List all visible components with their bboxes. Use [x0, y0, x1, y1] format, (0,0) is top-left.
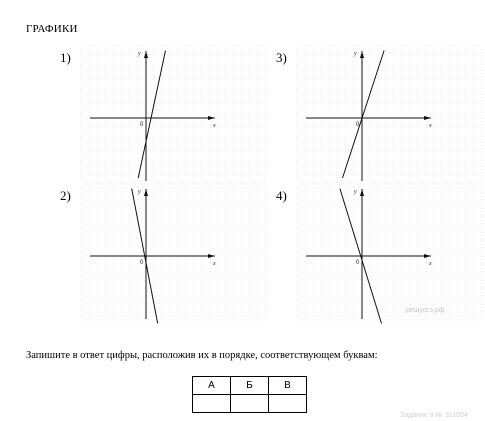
graph-panel-2: [80, 183, 270, 323]
graph-1-svg: [80, 45, 270, 185]
graph-4-svg: [296, 183, 485, 323]
x-axis-label: x: [429, 123, 432, 129]
graph-number-4: 4): [276, 188, 287, 203]
instruction-text: Запишите в ответ цифры, расположив их в порядке, соответствующем буквам:: [26, 350, 378, 361]
answer-table-header-row: [193, 377, 307, 395]
y-axis-arrow: [360, 51, 364, 58]
graph-panel-1: [80, 45, 270, 185]
watermark: решуогэ.рф: [406, 307, 445, 314]
answer-cell-v[interactable]: [269, 395, 307, 413]
answer-table-input-row: [193, 395, 307, 413]
grid: [82, 184, 266, 320]
y-axis-label: y: [138, 189, 141, 195]
x-axis-arrow: [208, 116, 215, 120]
y-axis-label: y: [354, 189, 357, 195]
x-axis-label: x: [213, 261, 216, 267]
answer-header-b: Б: [231, 377, 269, 395]
x-axis-label: x: [213, 123, 216, 129]
x-axis-label: x: [429, 261, 432, 267]
answer-cell-b[interactable]: [231, 395, 269, 413]
origin-label: 0: [356, 260, 360, 266]
graph-number-2: 2): [60, 188, 71, 203]
answer-cell-a[interactable]: [193, 395, 231, 413]
origin-label: 0: [140, 260, 144, 266]
y-axis-label: y: [138, 51, 141, 57]
grid: [298, 184, 482, 320]
graph-number-3: 3): [276, 50, 287, 65]
graph-number-1: 1): [60, 50, 71, 65]
y-axis-arrow: [144, 51, 148, 58]
graph-panel-3: [296, 45, 485, 185]
page-title: ГРАФИКИ: [26, 23, 78, 35]
grid: [298, 46, 482, 182]
task-reference: Задание 8 № 311094: [400, 412, 468, 419]
y-axis-arrow: [360, 189, 364, 196]
origin-label: 0: [140, 122, 144, 128]
answer-header-a: А: [193, 377, 231, 395]
function-line: [343, 51, 385, 179]
x-axis-arrow: [208, 254, 215, 258]
x-axis-arrow: [424, 116, 431, 120]
graph-2-svg: [80, 183, 270, 323]
graph-3-svg: [296, 45, 485, 185]
answer-table: [192, 376, 307, 413]
y-axis-label: y: [354, 51, 357, 57]
y-axis-arrow: [144, 189, 148, 196]
function-line: [138, 51, 165, 179]
graph-panel-4: [296, 183, 485, 323]
origin-label: 0: [356, 122, 360, 128]
x-axis-arrow: [424, 254, 431, 258]
grid: [82, 46, 266, 182]
answer-header-v: В: [269, 377, 307, 395]
